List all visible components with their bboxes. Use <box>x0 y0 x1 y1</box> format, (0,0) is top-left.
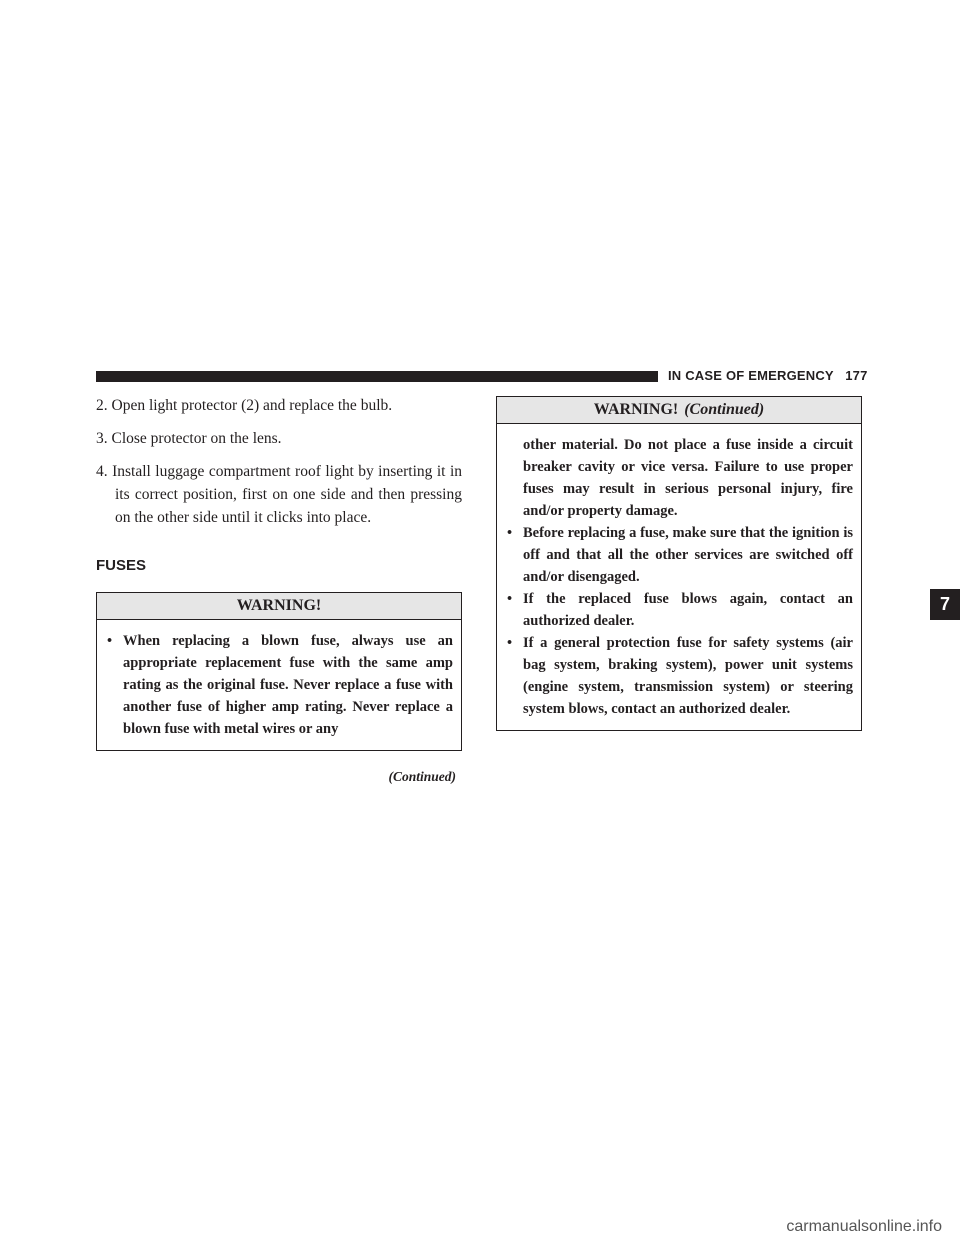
page-number: 177 <box>845 368 868 383</box>
warning-bullet <box>505 632 853 720</box>
bullet-text: If a general protection fuse for safety systems (air bag system, braking system), power unit systems (engine system, transmission system) or steering system blows, contact an authorized dealer. <box>523 635 853 717</box>
step-4 <box>96 460 462 529</box>
step-number: 4. <box>96 463 108 480</box>
warning-body-continued <box>497 424 861 730</box>
warning-title-continued <box>497 397 861 424</box>
bullet-dot-icon: • <box>507 635 513 651</box>
warning-title-text: WARNING! <box>593 401 679 418</box>
step-text: Install luggage compartment roof light by inserting it in its correct position, first on one side and then pressing on the other side until it clicks into place. <box>112 463 462 526</box>
step-text: Open light protector (2) and replace the bulb. <box>111 397 393 414</box>
running-header <box>668 368 868 383</box>
watermark: carmanualsonline.info <box>786 1218 942 1235</box>
warning-box <box>96 592 462 751</box>
bullet-text: If the replaced fuse blows again, contact an authorized dealer. <box>523 591 853 629</box>
bullet-dot-icon: • <box>107 633 113 649</box>
left-column <box>96 394 462 785</box>
header-rule <box>96 371 658 382</box>
warning-bullet <box>505 522 853 588</box>
warning-bullet <box>505 588 853 632</box>
warning-box-continued <box>496 396 862 731</box>
warning-title-suffix: (Continued) <box>684 401 765 418</box>
step-text: Close protector on the lens. <box>111 430 282 447</box>
step-number: 2. <box>96 397 108 414</box>
warning-continuation-text: other material. Do not place a fuse inside a circuit breaker cavity or vice versa. Failure to use proper fuses may result in serious personal injury, fire and/or property damage. <box>523 437 853 519</box>
warning-bullet <box>105 630 453 740</box>
step-3 <box>96 427 462 450</box>
bullet-dot-icon: • <box>507 591 513 607</box>
step-number: 3. <box>96 430 108 447</box>
warning-title: WARNING! <box>97 593 461 620</box>
chapter-tab: 7 <box>930 589 960 620</box>
step-2 <box>96 394 462 417</box>
warning-body <box>97 620 461 750</box>
right-column <box>496 396 862 731</box>
bullet-text: Before replacing a fuse, make sure that the ignition is off and that all the other services are switched off and/or disengaged. <box>523 525 853 585</box>
bullet-dot-icon: • <box>507 525 513 541</box>
continued-note: (Continued) <box>388 769 456 784</box>
bullet-text: When replacing a blown fuse, always use an appropriate replacement fuse with the same amp rating as the original fuse. Never replace a fuse with another fuse of higher amp rating. Never replace a blown fuse with metal wires or any <box>123 633 453 737</box>
section-heading-fuses: FUSES <box>96 557 147 574</box>
header-section-title: IN CASE OF EMERGENCY <box>668 368 834 383</box>
